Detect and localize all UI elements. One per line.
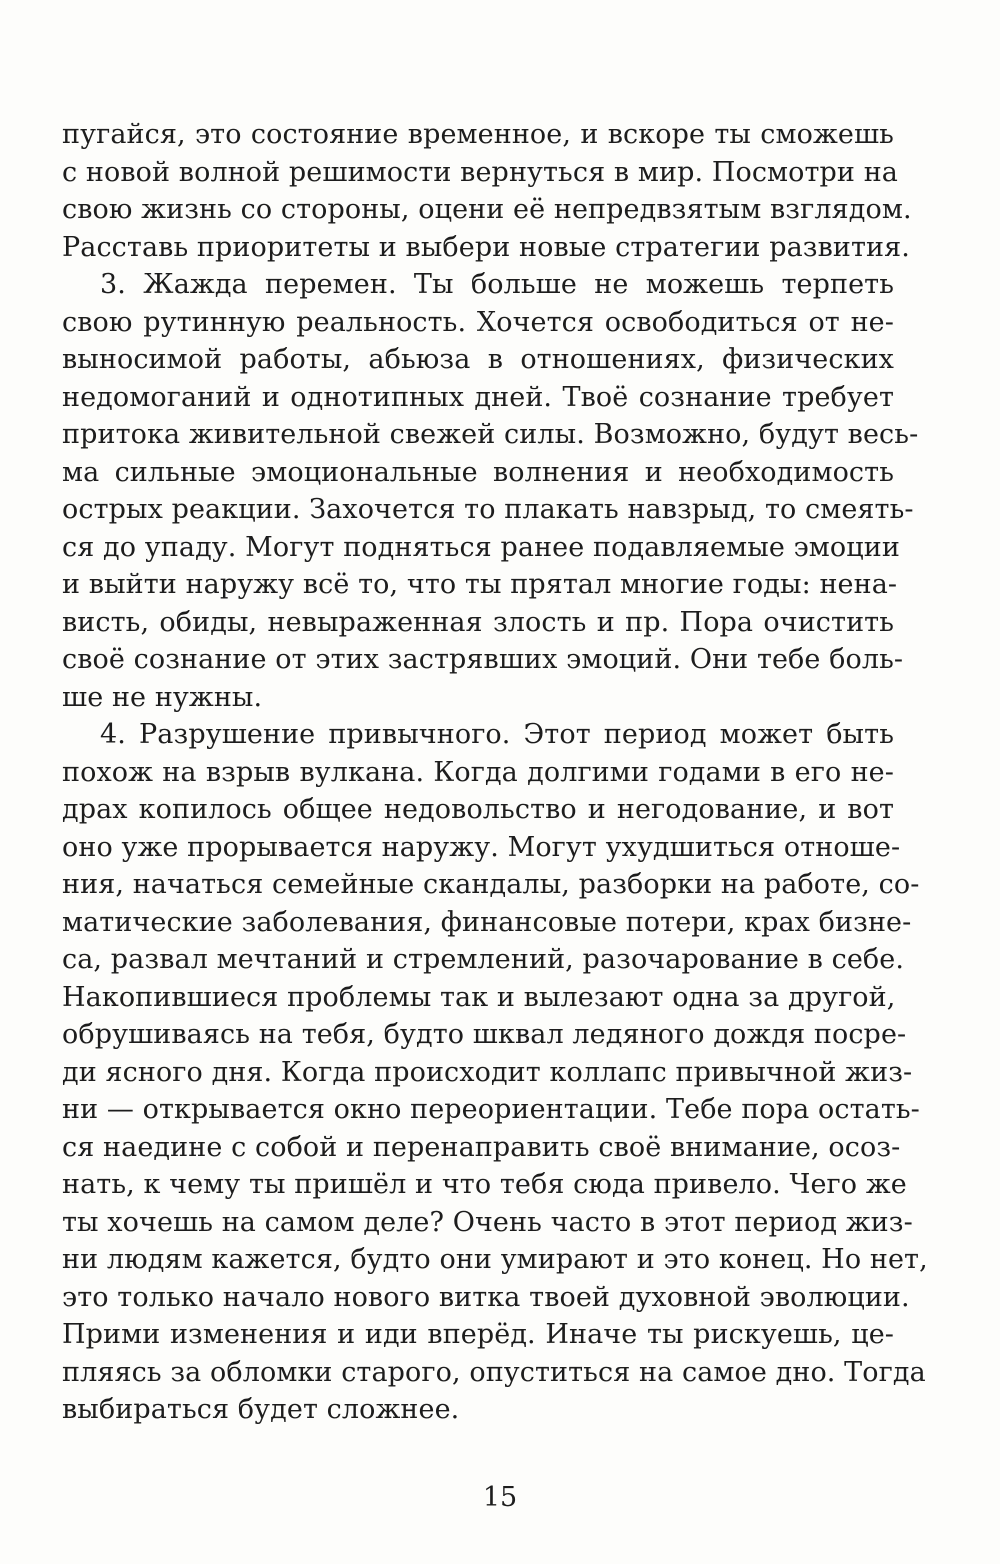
text-line: ни людям кажется, будто они умирают и это конец. Но нет, — [62, 1244, 928, 1275]
list-item-4-start: 4. Разрушение привычного. Этот период может быть — [100, 719, 894, 750]
text-line: ма сильные эмоциональные волнения и необходимость — [62, 456, 894, 488]
text-line: свою жизнь со стороны, оцени её непредвзятым взглядом. — [62, 194, 912, 225]
text-line: это только начало нового витка твоей духовной эволюции. — [62, 1281, 910, 1313]
text-line: ше не нужны. — [62, 681, 263, 713]
text-line: Накопившиеся проблемы так и вылезают одна за другой, — [62, 981, 896, 1013]
text-line: недомоганий и однотипных дней. Твоё сознание требует — [62, 381, 894, 413]
text-line: ния, начаться семейные скандалы, разборки на работе, со- — [62, 869, 920, 900]
list-item-3-start: 3. Жажда перемен. Ты больше не можешь терпеть — [100, 269, 894, 300]
text-line: притока живительной свежей силы. Возможно, будут весь- — [62, 419, 919, 450]
text-line: ся наедине с собой и перенаправить своё внимание, осоз- — [62, 1131, 901, 1163]
text-line: Прими изменения и иди вперёд. Иначе ты рискуешь, це- — [62, 1319, 894, 1350]
text-line: оно уже прорывается наружу. Могут ухудшиться отноше- — [62, 831, 901, 863]
text-line: пугайся, это состояние временное, и вскоре ты сможешь — [62, 119, 894, 150]
text-line: своё сознание от этих застрявших эмоций. Они тебе боль- — [62, 644, 904, 675]
text-line: ся до упаду. Могут подняться ранее подавляемые эмоции — [62, 531, 900, 563]
text-line: са, развал мечтаний и стремлений, разочарование в себе. — [62, 944, 905, 975]
text-line: ни — открывается окно переориентации. Тебе пора остать- — [62, 1094, 920, 1125]
text-line: драх копилось общее недовольство и негодование, и вот — [62, 794, 894, 825]
text-line: с новой волной решимости вернуться в мир. Посмотри на — [62, 156, 898, 188]
text-line: похож на взрыв вулкана. Когда долгими годами в его не- — [62, 756, 894, 788]
body-text — [62, 116, 928, 1429]
text-line: пляясь за обломки старого, опуститься на самое дно. Тогда — [62, 1356, 926, 1388]
text-line: Расставь приоритеты и выбери новые стратегии развития. — [62, 231, 910, 263]
text-line: выбираться будет сложнее. — [62, 1394, 460, 1425]
text-line: ди ясного дня. Когда происходит коллапс привычной жиз- — [62, 1056, 913, 1088]
page-number: 15 — [482, 1482, 518, 1513]
text-line: свою рутинную реальность. Хочется освободиться от не- — [62, 306, 894, 338]
text-line: ты хочешь на самом деле? Очень часто в этот период жиз- — [62, 1206, 913, 1238]
text-line: обрушиваясь на тебя, будто шквал ледяного дождя посре- — [62, 1019, 907, 1050]
text-line: острых реакции. Захочется то плакать навзрыд, то смеять- — [62, 494, 914, 525]
text-line: матические заболевания, финансовые потери, крах бизне- — [62, 906, 912, 938]
text-line: выносимой работы, абьюза в отношениях, физических — [62, 344, 894, 375]
text-line: нать, к чему ты пришёл и что тебя сюда привело. Чего же — [62, 1169, 907, 1200]
text-line: и выйти наружу всё то, что ты прятал многие годы: нена- — [62, 569, 898, 600]
text-line: висть, обиды, невыраженная злость и пр. Пора очистить — [62, 606, 894, 638]
